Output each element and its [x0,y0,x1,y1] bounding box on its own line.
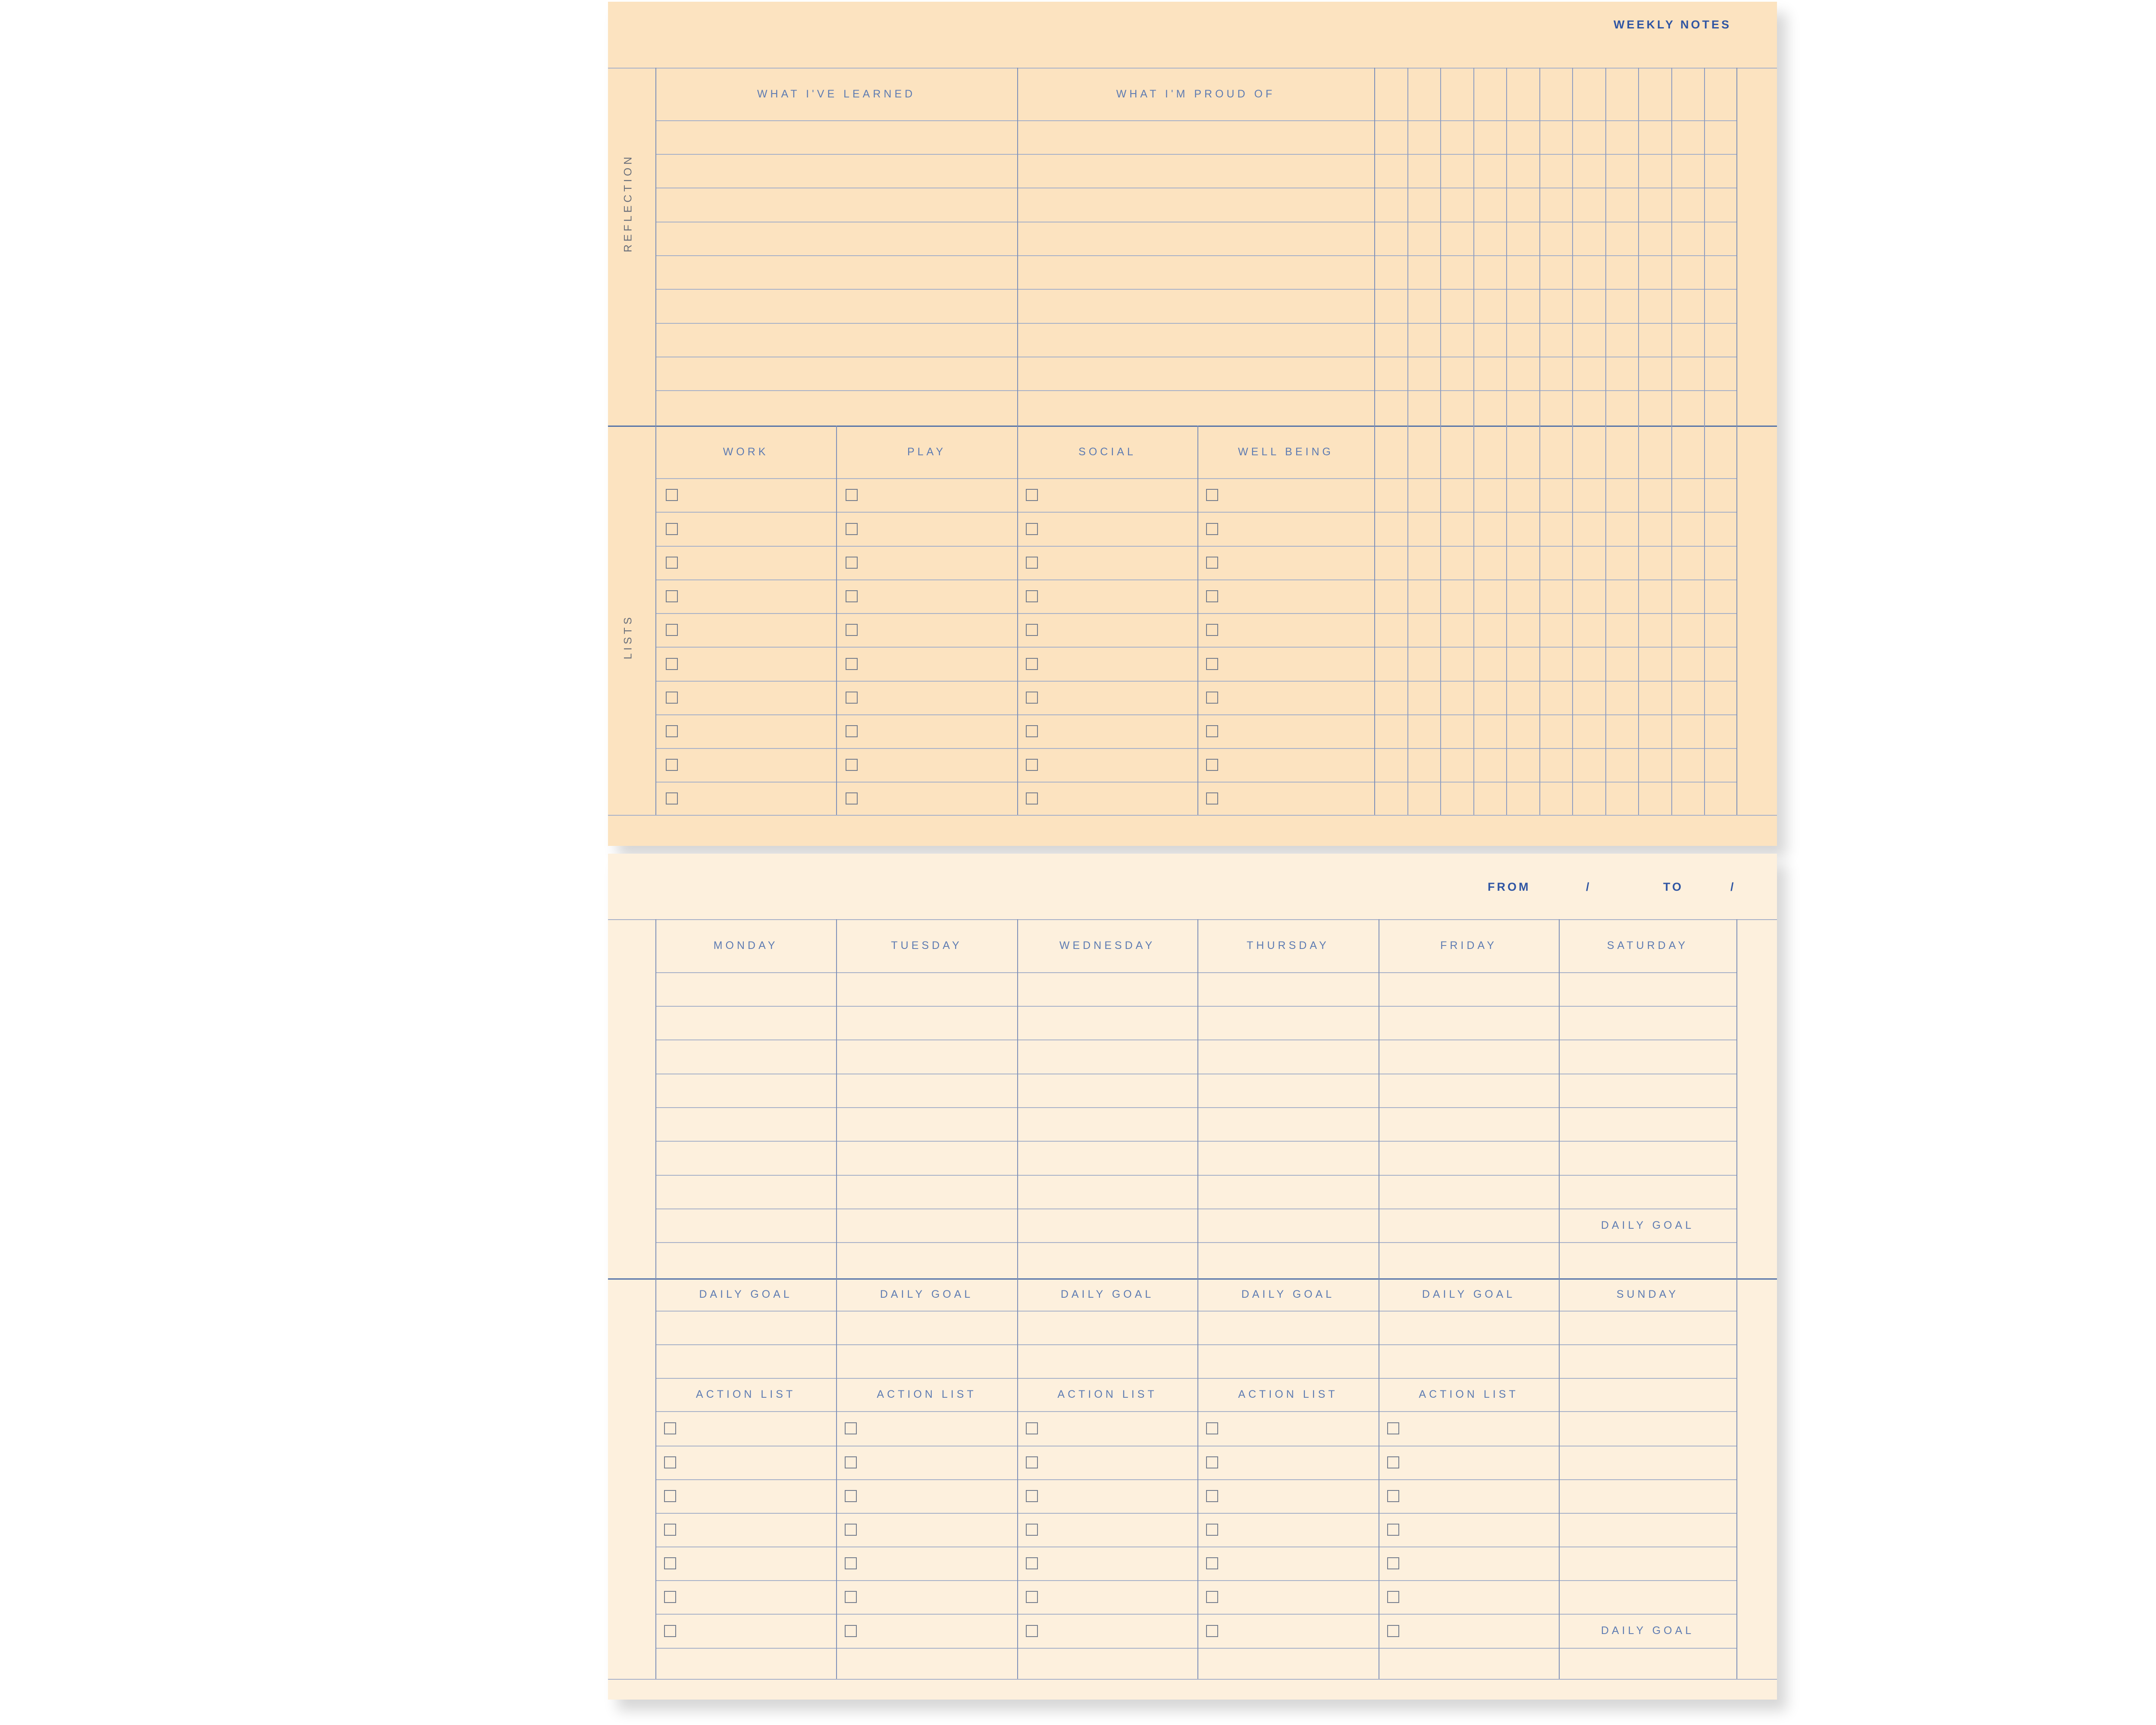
lower-row-line [655,1648,1736,1649]
well-being-task-checkbox[interactable] [1206,759,1218,771]
lower-row-line [655,1311,1736,1312]
well-being-task-checkbox[interactable] [1206,489,1218,501]
well-being-task-checkbox[interactable] [1206,725,1218,737]
weekly-schedule-page [608,854,1777,1700]
tuesday-action-checkbox[interactable] [845,1422,857,1434]
monday-action-checkbox[interactable] [664,1557,676,1569]
monday-column-header: MONDAY [713,939,778,952]
schedule-row-line [655,1208,1736,1209]
lists-row-line [655,681,1736,682]
tracker-grid-line [1440,68,1441,815]
social-task-checkbox[interactable] [1026,624,1038,636]
play-task-checkbox[interactable] [846,523,858,535]
play-column-header: PLAY [907,445,946,458]
column-line [836,426,837,815]
well-being-task-checkbox[interactable] [1206,624,1218,636]
lists-row-line [655,613,1736,614]
lists-row-line [655,782,1736,783]
social-task-checkbox[interactable] [1026,489,1038,501]
wednesday-action-list-label: ACTION LIST [1057,1388,1157,1400]
column-line [1374,68,1375,815]
play-task-checkbox[interactable] [846,590,858,602]
friday-action-checkbox[interactable] [1387,1524,1399,1536]
wednesday-action-checkbox[interactable] [1026,1591,1038,1603]
social-task-checkbox[interactable] [1026,523,1038,535]
wednesday-action-checkbox[interactable] [1026,1456,1038,1468]
friday-action-checkbox[interactable] [1387,1422,1399,1434]
monday-action-checkbox[interactable] [664,1490,676,1502]
reflection-row-line [655,323,1736,324]
tracker-grid-line [1473,68,1474,815]
wednesday-column-header: WEDNESDAY [1059,939,1156,952]
friday-action-checkbox[interactable] [1387,1456,1399,1468]
tuesday-action-checkbox[interactable] [845,1625,857,1637]
wednesday-daily-goal-label: DAILY GOAL [1060,1288,1154,1300]
lists-row-line [655,579,1736,580]
social-task-checkbox[interactable] [1026,792,1038,805]
social-task-checkbox[interactable] [1026,692,1038,704]
tracker-grid-line [1671,68,1672,815]
footer-rule [608,815,1777,816]
tuesday-daily-goal-label: DAILY GOAL [880,1288,974,1300]
work-task-checkbox[interactable] [666,792,678,805]
tuesday-column-header: TUESDAY [891,939,962,952]
well-being-column-header: WELL BEING [1238,445,1334,458]
well-being-task-checkbox[interactable] [1206,692,1218,704]
lower-row-line [655,1411,1736,1412]
social-column-header: SOCIAL [1078,445,1136,458]
wednesday-action-checkbox[interactable] [1026,1625,1038,1637]
sunday-daily-goal-label: DAILY GOAL [1601,1625,1695,1637]
work-task-checkbox[interactable] [666,725,678,737]
tracker-grid-line [1605,68,1606,815]
play-task-checkbox[interactable] [846,658,858,670]
friday-action-checkbox[interactable] [1387,1557,1399,1569]
friday-action-checkbox[interactable] [1387,1490,1399,1502]
well-being-task-checkbox[interactable] [1206,792,1218,805]
reflection-row-line [655,390,1736,391]
play-task-checkbox[interactable] [846,692,858,704]
work-task-checkbox[interactable] [666,557,678,569]
play-task-checkbox[interactable] [846,557,858,569]
weekly-notes-title: WEEKLY NOTES [1613,18,1731,31]
work-task-checkbox[interactable] [666,523,678,535]
social-task-checkbox[interactable] [1026,557,1038,569]
to-date-separator: / [1730,880,1736,893]
work-task-checkbox[interactable] [666,624,678,636]
tuesday-action-list-label: ACTION LIST [877,1388,977,1400]
thursday-column-header: THURSDAY [1247,939,1329,952]
monday-action-checkbox[interactable] [664,1422,676,1434]
day-column-line [1017,919,1018,1679]
tracker-grid-line [1506,68,1507,815]
learned-column-header: WHAT I'VE LEARNED [757,88,916,100]
reflection-row-line [655,120,1736,121]
friday-action-list-label: ACTION LIST [1419,1388,1519,1400]
work-task-checkbox[interactable] [666,692,678,704]
lists-row-line [655,512,1736,513]
play-task-checkbox[interactable] [846,489,858,501]
well-being-task-checkbox[interactable] [1206,557,1218,569]
friday-column-header: FRIDAY [1440,939,1497,952]
lists-row-line [655,714,1736,715]
day-column-line [1559,919,1560,1679]
friday-action-checkbox[interactable] [1387,1591,1399,1603]
lower-row-line [655,1479,1736,1480]
column-line [1197,426,1198,815]
work-column-header: WORK [723,445,769,458]
thursday-action-checkbox[interactable] [1206,1524,1218,1536]
left-margin-line [655,919,656,1679]
reflection-row-line [655,255,1736,256]
schedule-row-line [655,1242,1736,1243]
tuesday-action-checkbox[interactable] [845,1490,857,1502]
reflection-row-line [655,289,1736,290]
tuesday-action-checkbox[interactable] [845,1524,857,1536]
play-task-checkbox[interactable] [846,624,858,636]
lower-row-line [655,1378,1736,1379]
weekly-notes-page [608,2,1777,846]
section-divider [608,426,1777,427]
tracker-grid-line [1638,68,1639,815]
header-rule [608,68,1777,69]
work-task-checkbox[interactable] [666,590,678,602]
thursday-action-checkbox[interactable] [1206,1557,1218,1569]
thursday-action-checkbox[interactable] [1206,1422,1218,1434]
schedule-row-line [655,1006,1736,1007]
well-being-task-checkbox[interactable] [1206,590,1218,602]
footer-rule [608,1679,1777,1680]
lists-row-line [655,478,1736,479]
lists-section-label: LISTS [622,614,634,660]
thursday-action-checkbox[interactable] [1206,1591,1218,1603]
tracker-grid-line [1704,68,1705,815]
monday-daily-goal-label: DAILY GOAL [699,1288,793,1300]
lists-row-line [655,748,1736,749]
lower-row-line [655,1614,1736,1615]
column-line [1017,68,1018,815]
tracker-grid-line [1407,68,1408,815]
day-column-line [1197,919,1198,1679]
friday-action-checkbox[interactable] [1387,1625,1399,1637]
saturday-daily-goal-label: DAILY GOAL [1601,1219,1695,1231]
wednesday-action-checkbox[interactable] [1026,1422,1038,1434]
social-task-checkbox[interactable] [1026,725,1038,737]
wednesday-action-checkbox[interactable] [1026,1557,1038,1569]
monday-action-checkbox[interactable] [664,1524,676,1536]
monday-action-checkbox[interactable] [664,1591,676,1603]
thursday-action-list-label: ACTION LIST [1238,1388,1338,1400]
schedule-row-line [655,972,1736,973]
well-being-task-checkbox[interactable] [1206,523,1218,535]
work-task-checkbox[interactable] [666,489,678,501]
from-date-separator: / [1586,880,1592,893]
section-divider [608,1278,1777,1280]
monday-action-checkbox[interactable] [664,1456,676,1468]
reflection-row-line [655,154,1736,155]
left-margin-line [655,68,656,815]
tuesday-action-checkbox[interactable] [845,1456,857,1468]
wednesday-action-checkbox[interactable] [1026,1490,1038,1502]
play-task-checkbox[interactable] [846,792,858,805]
day-column-line [836,919,837,1679]
schedule-row-line [655,1175,1736,1176]
schedule-row-line [655,1039,1736,1040]
thursday-action-checkbox[interactable] [1206,1490,1218,1502]
lower-row-line [655,1580,1736,1581]
social-task-checkbox[interactable] [1026,658,1038,670]
tuesday-action-checkbox[interactable] [845,1557,857,1569]
right-margin-line [1736,919,1737,1679]
monday-action-list-label: ACTION LIST [696,1388,796,1400]
tuesday-action-checkbox[interactable] [845,1591,857,1603]
thursday-action-checkbox[interactable] [1206,1625,1218,1637]
lower-row-line [655,1513,1736,1514]
friday-daily-goal-label: DAILY GOAL [1422,1288,1516,1300]
wednesday-action-checkbox[interactable] [1026,1524,1038,1536]
thursday-daily-goal-label: DAILY GOAL [1241,1288,1335,1300]
right-margin-line [1736,68,1737,815]
tracker-grid-line [1572,68,1573,815]
header-rule [608,919,1777,920]
social-task-checkbox[interactable] [1026,759,1038,771]
play-task-checkbox[interactable] [846,725,858,737]
social-task-checkbox[interactable] [1026,590,1038,602]
play-task-checkbox[interactable] [846,759,858,771]
work-task-checkbox[interactable] [666,759,678,771]
reflection-section-label: REFLECTION [622,153,634,253]
lower-row-line [655,1344,1736,1345]
work-task-checkbox[interactable] [666,658,678,670]
saturday-column-header: SATURDAY [1607,939,1689,952]
from-label: FROM [1488,880,1531,893]
well-being-task-checkbox[interactable] [1206,658,1218,670]
lists-row-line [655,647,1736,648]
to-label: TO [1663,880,1684,893]
sunday-column-header: SUNDAY [1616,1288,1679,1300]
lists-row-line [655,546,1736,547]
proud-column-header: WHAT I'M PROUD OF [1116,88,1275,100]
schedule-row-line [655,1107,1736,1108]
monday-action-checkbox[interactable] [664,1625,676,1637]
schedule-row-line [655,1141,1736,1142]
tracker-grid-line [1539,68,1540,815]
thursday-action-checkbox[interactable] [1206,1456,1218,1468]
